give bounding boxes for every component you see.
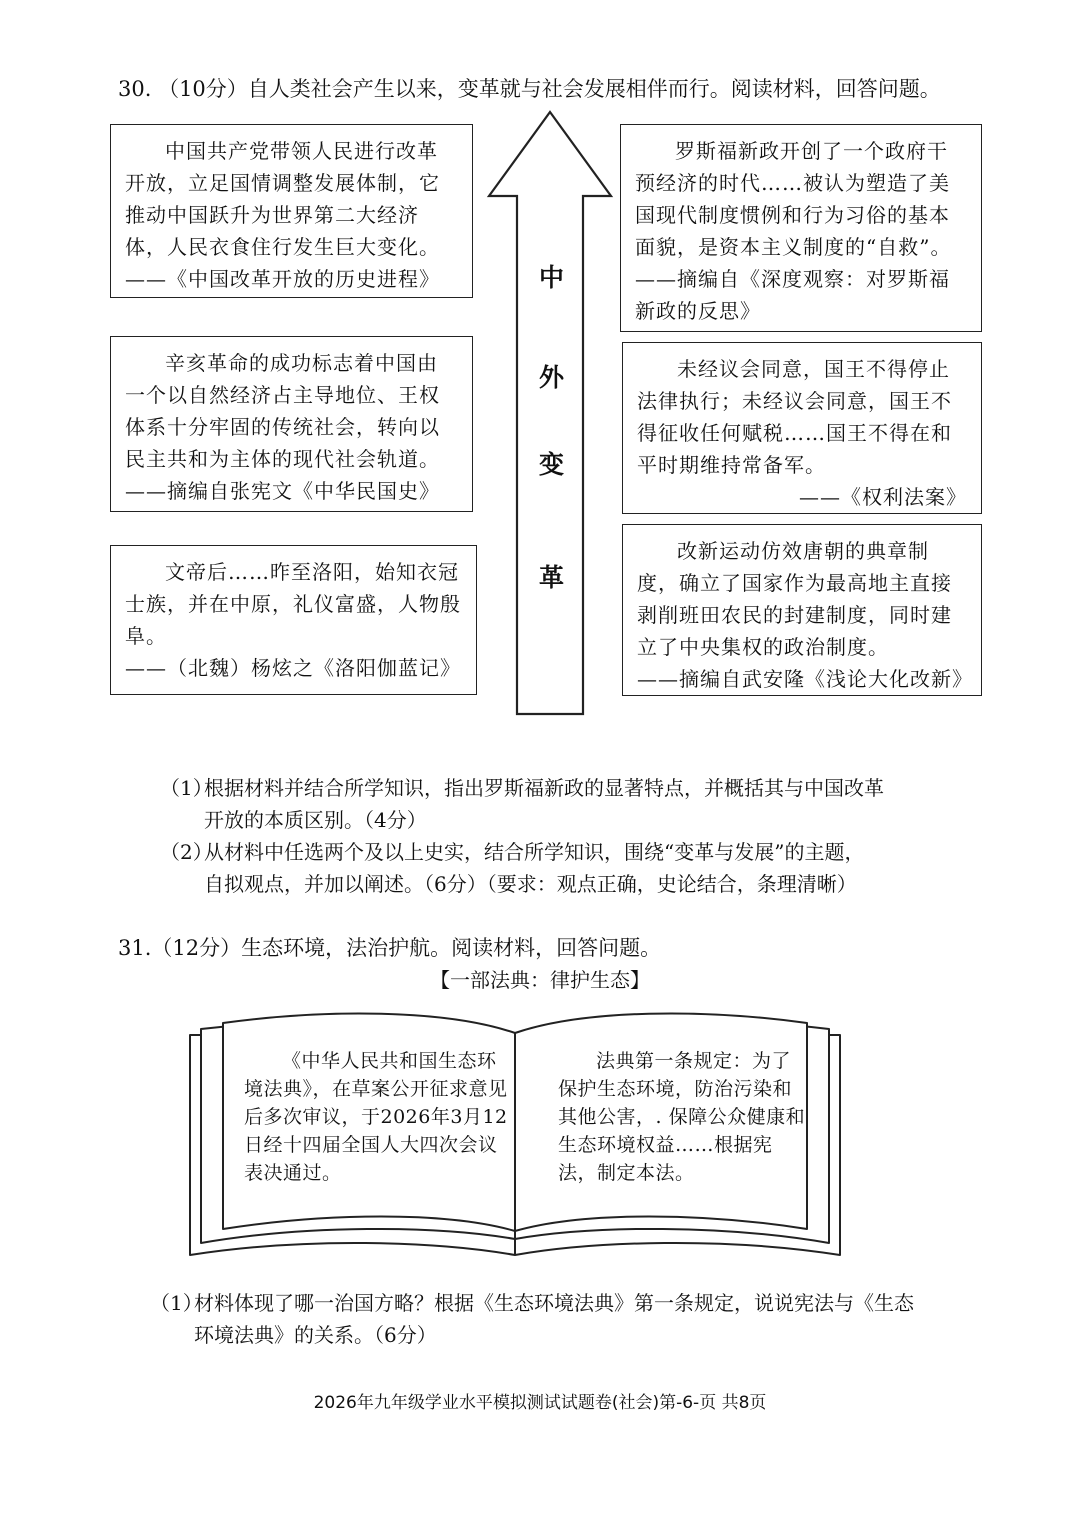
material-source: ——（北魏）杨炫之《洛阳伽蓝记》	[125, 656, 461, 680]
material-box-taika-reform	[622, 524, 982, 696]
material-body: 罗斯福新政开创了一个政府干预经济的时代……被认为塑造了美国现代制度惯例和行为习俗的基本面貌，是资本主义制度的“自救”。	[635, 139, 952, 259]
material-body: 未经议会同意，国王不得停止法律执行；未经议会同意，国王不得征收任何赋税……国王不得在和平时期维持常备军。	[637, 357, 952, 477]
q30-subquestion-1	[160, 772, 1000, 836]
arrow-char-zhong: 中	[539, 263, 565, 292]
subquestion-text: 自拟观点，并加以阐述。（6分）（要求：观点正确，史论结合，条理清晰）	[204, 872, 857, 896]
material-box-luoyang	[110, 545, 477, 695]
material-body: 改新运动仿效唐朝的典章制度，确立了国家作为最高地主直接剥削班田农民的封建制度，同时建立了中央集权的政治制度。	[637, 539, 952, 659]
section-title: 【一部法典：律护生态】	[430, 968, 650, 992]
subquestion-number: （2）	[160, 840, 213, 864]
subquestion-number: （1）	[150, 1291, 203, 1315]
arrow-char-bian: 变	[539, 450, 565, 479]
material-box-bill-of-rights	[622, 342, 982, 514]
arrow-char-wai: 外	[539, 363, 565, 392]
material-box-reform-opening	[110, 124, 473, 298]
material-body: 辛亥革命的成功标志着中国由一个以自然经济占主导地位、王权体系十分牢固的传统社会，转向以民主共和为主体的现代社会轨道。	[125, 351, 440, 471]
material-body: 中国共产党带领人民进行改革开放，立足国情调整发展体制，它推动中国跃升为世界第二大经济体，人民衣食住行发生巨大变化。	[125, 139, 440, 259]
book-right-page-text: 法典第一条规定：为了保护生态环境，防治污染和其他公害，. 保障公众健康和生态环境权益……根据宪法，制定本法。	[558, 1050, 806, 1184]
subquestion-text: 环境法典》的关系。（6分）	[194, 1323, 437, 1347]
subquestion-text: 开放的本质区别。（4分）	[204, 808, 427, 832]
material-source: ——摘编自《深度观察：对罗斯福新政的反思》	[635, 267, 950, 323]
q31-header: 31.（12分）生态环境，法治护航。阅读材料，回答问题。	[118, 936, 662, 960]
q31-subquestion-1	[150, 1287, 1010, 1351]
material-body: 文帝后……昨至洛阳，始知衣冠士族，并在中原，礼仪富盛，人物殷阜。	[125, 560, 461, 648]
book-left-page-text: 《中华人民共和国生态环境法典》，在草案公开征求意见后多次审议，于2026年3月12日经十四届全国人大四次会议表决通过。	[244, 1050, 508, 1184]
subquestion-text: 材料体现了哪一治国方略？根据《生态环境法典》第一条规定，说说宪法与《生态	[194, 1291, 914, 1315]
material-source: ——摘编自张宪文《中华民国史》	[125, 479, 440, 503]
subquestion-text: 从材料中任选两个及以上史实，结合所学知识，围绕“变革与发展”的主题，	[204, 840, 865, 864]
material-source: ——《中国改革开放的历史进程》	[125, 267, 440, 291]
material-box-new-deal	[620, 124, 982, 332]
arrow-char-ge: 革	[539, 563, 565, 592]
up-arrow-icon	[485, 108, 615, 718]
material-source: ——《权利法案》	[799, 485, 967, 509]
subquestion-number: （1）	[160, 776, 213, 800]
page-footer: 2026年九年级学业水平模拟测试试题卷(社会)第-6-页 共8页	[313, 1393, 767, 1413]
q30-header: 30. （10分）自人类社会产生以来，变革就与社会发展相伴而行。阅读材料，回答问题。	[118, 77, 941, 101]
material-box-xinhai-revolution	[110, 336, 473, 512]
q30-subquestion-2	[160, 836, 1000, 900]
material-source: ——摘编自武安隆《浅论大化改新》	[637, 667, 973, 691]
subquestion-text: 根据材料并结合所学知识，指出罗斯福新政的显著特点，并概括其与中国改革	[204, 776, 884, 800]
